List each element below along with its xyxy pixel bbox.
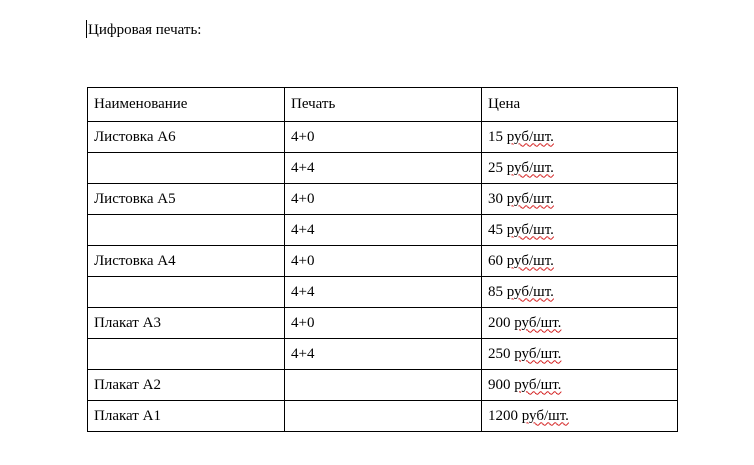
table-row [88, 308, 678, 339]
price-amount: 85 [488, 283, 503, 300]
price-unit: руб/шт. [514, 345, 562, 362]
print-type-cell[interactable]: 4+4 [285, 215, 482, 246]
print-type-cell[interactable]: 4+4 [285, 153, 482, 184]
price-unit: руб/шт. [514, 376, 562, 393]
text-cursor [86, 20, 87, 38]
product-name-cell[interactable] [88, 215, 285, 246]
price-table [87, 87, 678, 432]
print-type-cell[interactable] [285, 401, 482, 432]
table-row [88, 277, 678, 308]
header-print-cell[interactable]: Печать [285, 88, 482, 122]
table-row [88, 215, 678, 246]
price-cell[interactable] [482, 122, 678, 153]
header-name-cell[interactable]: Наименование [88, 88, 285, 122]
table-row [88, 401, 678, 432]
price-unit: руб/шт. [506, 283, 554, 300]
price-cell[interactable] [482, 370, 678, 401]
price-amount: 200 [488, 314, 511, 331]
product-name-cell[interactable] [88, 153, 285, 184]
table-row [88, 153, 678, 184]
product-name-cell[interactable]: Листовка А6 [88, 122, 285, 153]
price-cell[interactable] [482, 215, 678, 246]
price-amount: 250 [488, 345, 511, 362]
product-name-cell[interactable]: Плакат А1 [88, 401, 285, 432]
price-amount: 900 [488, 376, 511, 393]
document-heading[interactable]: Цифровая печать: [88, 22, 202, 38]
price-amount: 1200 [488, 407, 518, 424]
table-row [88, 184, 678, 215]
table-row [88, 246, 678, 277]
print-type-cell[interactable] [285, 370, 482, 401]
product-name-cell[interactable]: Листовка А5 [88, 184, 285, 215]
price-unit: руб/шт. [506, 190, 554, 207]
price-cell[interactable] [482, 246, 678, 277]
print-type-cell[interactable]: 4+4 [285, 277, 482, 308]
price-cell[interactable] [482, 184, 678, 215]
header-price-cell[interactable]: Цена [482, 88, 678, 122]
product-name-cell[interactable]: Листовка А4 [88, 246, 285, 277]
price-cell[interactable] [482, 308, 678, 339]
product-name-cell[interactable] [88, 339, 285, 370]
price-amount: 60 [488, 252, 503, 269]
table-header-row [88, 88, 678, 122]
price-unit: руб/шт. [506, 252, 554, 269]
table-row [88, 370, 678, 401]
price-amount: 15 [488, 128, 503, 145]
price-amount: 30 [488, 190, 503, 207]
print-type-cell[interactable]: 4+0 [285, 184, 482, 215]
product-name-cell[interactable]: Плакат А3 [88, 308, 285, 339]
print-type-cell[interactable]: 4+4 [285, 339, 482, 370]
price-unit: руб/шт. [514, 314, 562, 331]
table-row [88, 339, 678, 370]
price-amount: 45 [488, 221, 503, 238]
product-name-cell[interactable] [88, 277, 285, 308]
price-cell[interactable] [482, 277, 678, 308]
price-unit: руб/шт. [506, 221, 554, 238]
price-unit: руб/шт. [521, 407, 569, 424]
print-type-cell[interactable]: 4+0 [285, 308, 482, 339]
print-type-cell[interactable]: 4+0 [285, 246, 482, 277]
price-unit: руб/шт. [506, 159, 554, 176]
price-unit: руб/шт. [506, 128, 554, 145]
print-type-cell[interactable]: 4+0 [285, 122, 482, 153]
price-cell[interactable] [482, 339, 678, 370]
price-cell[interactable] [482, 401, 678, 432]
price-cell[interactable] [482, 153, 678, 184]
table-row [88, 122, 678, 153]
price-amount: 25 [488, 159, 503, 176]
product-name-cell[interactable]: Плакат А2 [88, 370, 285, 401]
